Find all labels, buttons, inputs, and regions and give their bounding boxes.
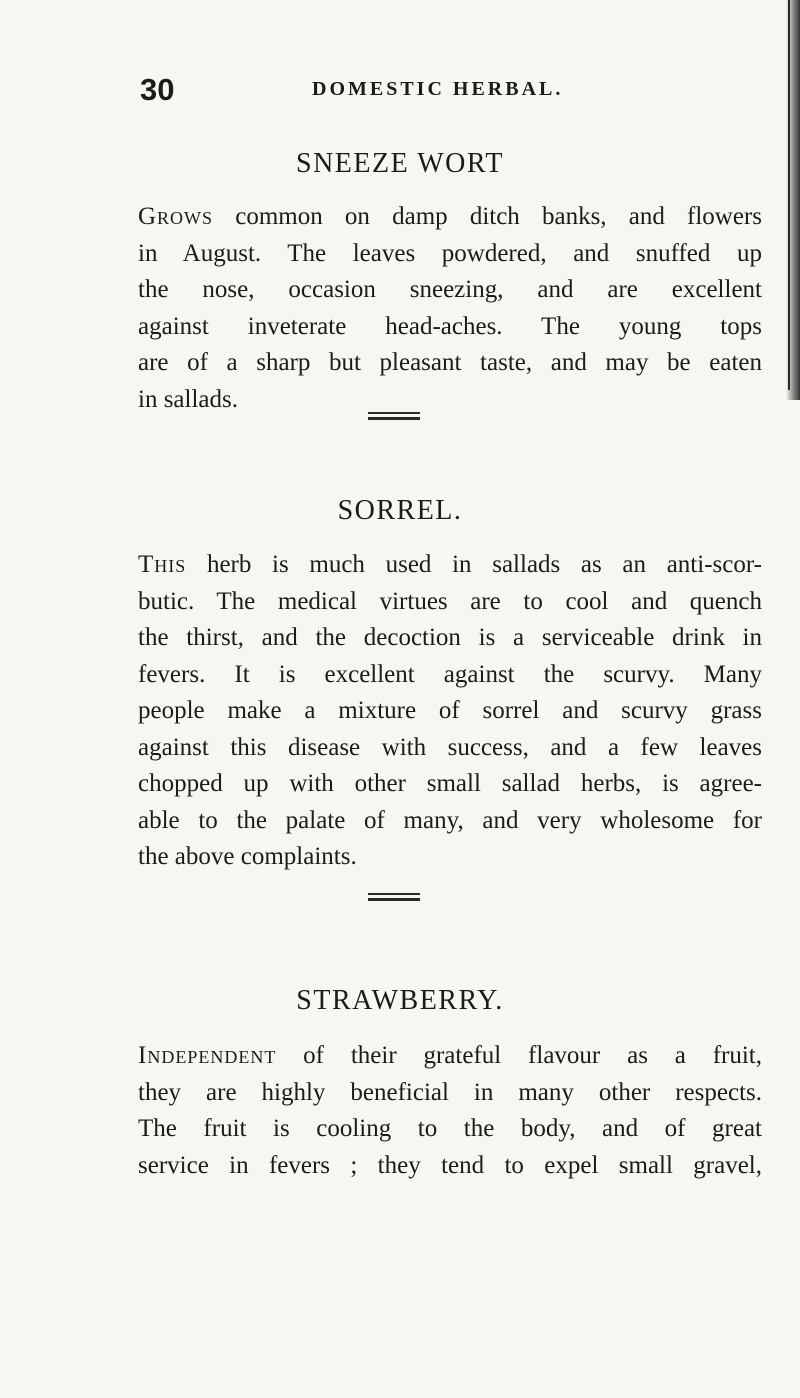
- body-line: Grows common on damp ditch banks, and flowers: [138, 203, 762, 230]
- body-line: This herb is much used in sallads as an anti-scor-: [138, 551, 762, 578]
- body-line: in sallads.: [138, 385, 238, 413]
- body-line: they are highly beneficial in many other respects.: [138, 1078, 762, 1106]
- section-title-strawberry: STRAWBERRY.: [296, 985, 504, 1016]
- body-line: chopped up with other small sallad herbs, is agree-: [138, 770, 762, 797]
- section-divider: [368, 412, 420, 423]
- section-divider: [368, 893, 420, 904]
- section-title-sneeze-wort: SNEEZE WORT: [296, 148, 504, 179]
- lead-word: Grows: [138, 203, 214, 230]
- body-line: fevers. It is excellent against the scurvy. Many: [138, 660, 762, 688]
- section-body-sorrel: [138, 547, 762, 876]
- body-line: against inveterate head-aches. The young tops: [138, 312, 762, 340]
- body-line: the above complaints.: [138, 843, 357, 870]
- body-line: butic. The medical virtues are to cool and quench: [138, 587, 762, 615]
- body-line: are of a sharp but pleasant taste, and may be eaten: [138, 349, 762, 376]
- body-line: the thirst, and the decoction is a serviceable drink in: [138, 624, 762, 651]
- body-line: against this disease with success, and a few leaves: [138, 733, 762, 761]
- lead-word: This: [138, 551, 187, 578]
- body-line: people make a mixture of sorrel and scurvy grass: [138, 697, 762, 724]
- body-line: the nose, occasion sneezing, and are excellent: [138, 276, 762, 303]
- page-number: 30: [140, 72, 175, 107]
- lead-word: Independent: [138, 1042, 277, 1069]
- body-line: service in fevers ; they tend to expel small gravel,: [138, 1151, 762, 1179]
- body-line: The fruit is cooling to the body, and of great: [138, 1115, 762, 1142]
- section-title-sorrel: SORREL.: [337, 495, 463, 526]
- page-edge-line: [788, 0, 790, 390]
- section-body-sneeze-wort: [138, 199, 762, 418]
- body-line: Independent of their grateful flavour as a fruit,: [138, 1042, 762, 1069]
- page-header: [140, 72, 770, 112]
- running-head: DOMESTIC HERBAL.: [312, 78, 564, 100]
- body-line: in August. The leaves powdered, and snuffed up: [138, 239, 762, 267]
- body-line: able to the palate of many, and very wholesome for: [138, 806, 762, 834]
- section-body-strawberry: [138, 1038, 762, 1184]
